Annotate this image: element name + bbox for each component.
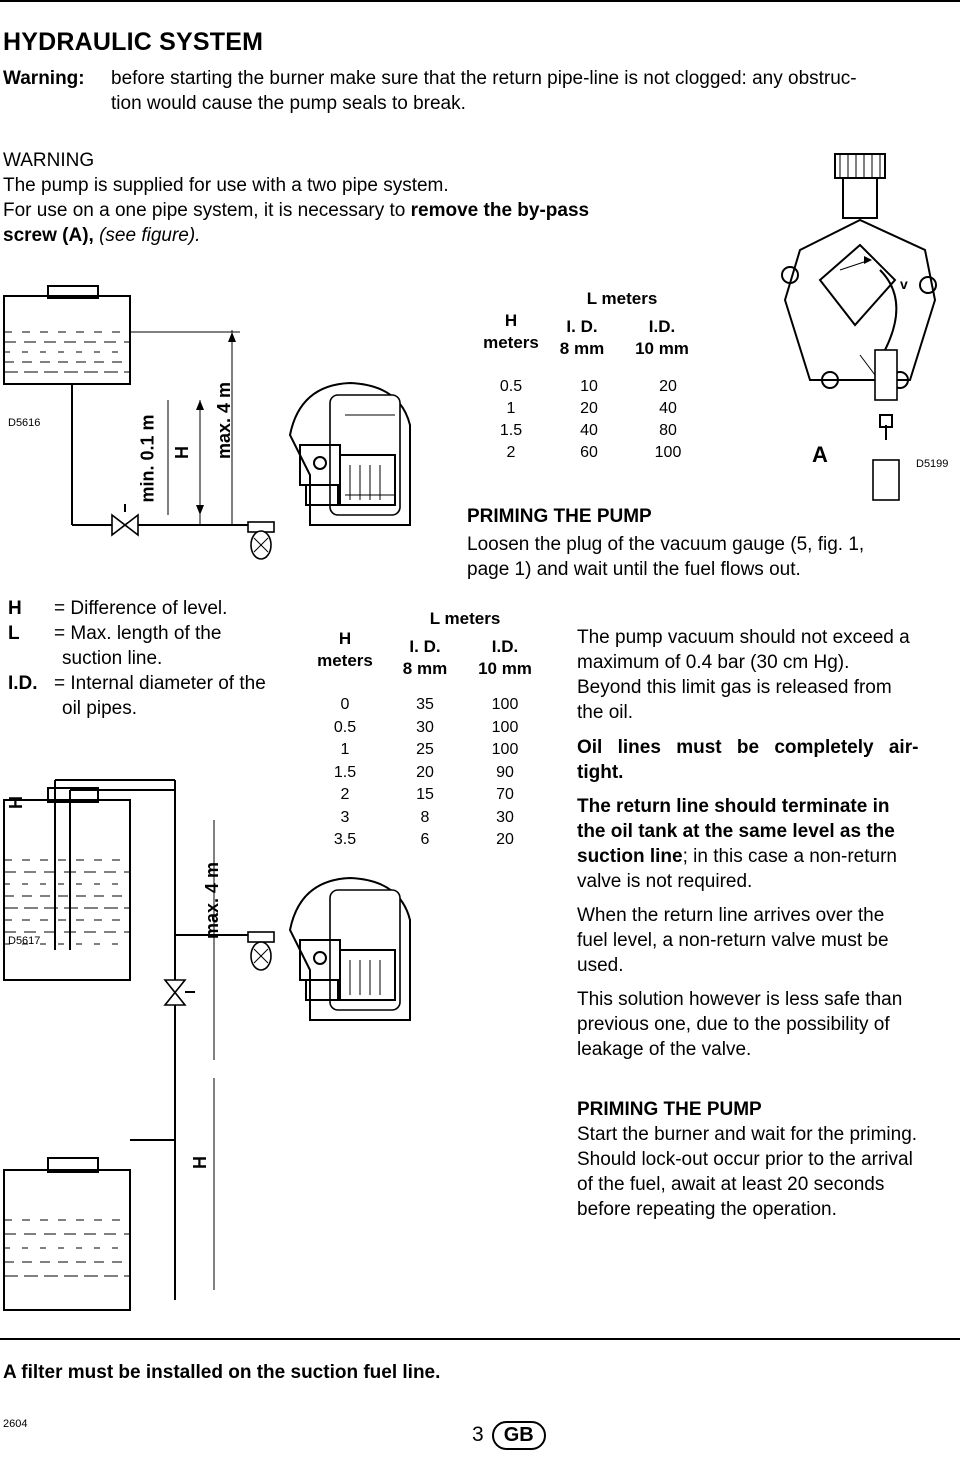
warning-line2 (3, 198, 723, 223)
pump-figure-d5199 (760, 150, 955, 510)
priming2-heading: PRIMING THE PUMP (577, 1099, 762, 1120)
right-p3-l1: The return line should terminate in (577, 796, 890, 817)
warning-line2-b: remove the by-pass (410, 200, 590, 221)
figure-d5616-code: D5616 (8, 417, 41, 429)
right-p5-l3: leakage of the valve. (577, 1039, 752, 1060)
legend-h-key: H (8, 598, 22, 619)
priming2-line1: Start the burner and wait for the priming. (577, 1124, 918, 1145)
legend-l (8, 621, 288, 646)
legend-h (8, 596, 288, 621)
table2-col2-header: I.D. 10 mm (478, 637, 532, 678)
table1-body (480, 376, 700, 464)
right-p3-l3b: ; in this case a non-return (682, 846, 897, 867)
footer-code: 2604 (3, 1418, 28, 1430)
right-p1-l4: the oil. (577, 702, 633, 723)
table-row: 2 60 100 (506, 444, 682, 461)
page-title: HYDRAULIC SYSTEM (3, 28, 264, 56)
figure-d5616-h-label: H (172, 446, 192, 459)
legend-h-text: = Difference of level. (54, 598, 228, 619)
warning-text (111, 66, 957, 116)
table-row: 0.5 30 100 (333, 718, 519, 736)
priming1-line2: page 1) and wait until the fuel flows out. (467, 559, 801, 580)
figure-d5616-min-label: min. 0.1 m (137, 414, 158, 503)
right-p2-l1: Oil lines must be completely air- (577, 737, 919, 758)
table1-h-header: H meters (483, 311, 539, 352)
priming2-line2: Should lock-out occur prior to the arrival (577, 1149, 913, 1170)
right-p3 (577, 794, 957, 894)
language-badge: GB (492, 1421, 546, 1450)
warning-line2-a: For use on a one pipe system, it is necessary to (3, 200, 411, 221)
table1-col2-header: I.D. 10 mm (635, 317, 689, 358)
legend-l-text2: suction line. (62, 648, 163, 669)
table-row: 3 8 30 (340, 808, 514, 826)
right-p5 (577, 987, 957, 1062)
right-p5-l1: This solution however is less safe than (577, 989, 903, 1010)
legend-id (8, 671, 288, 696)
burner-drawing-2 (270, 870, 440, 1040)
figure-d5617-h2-label: H (190, 1156, 210, 1169)
right-p1-l2: maximum of 0.4 bar (30 cm Hg). (577, 652, 850, 673)
warning-two-pipe (3, 148, 723, 248)
table1-l-header: L meters I. D. 8 mm I.D. 10 mm (542, 288, 702, 360)
table-row: 1.5 20 90 (333, 763, 514, 781)
table-row: 1 25 100 (340, 741, 519, 758)
priming1-line1: Loosen the plug of the vacuum gauge (5, fig. 1, (467, 534, 865, 555)
priming-pump-section-2 (577, 1097, 957, 1222)
table2-header (305, 608, 545, 680)
priming1-heading: PRIMING THE PUMP (467, 506, 652, 527)
right-p1 (577, 625, 957, 725)
pump-figure-v-label: v (900, 276, 908, 292)
warning-line3-a: screw (A), (3, 225, 94, 246)
legend-id-text: = Internal diameter of the (54, 673, 266, 694)
warning-line3 (3, 223, 723, 248)
table-row: 2 15 70 (340, 786, 514, 803)
table2-l-header: L meters I. D. 8 mm I.D. 10 mm (385, 608, 545, 680)
burner-drawing-1 (270, 375, 440, 545)
warning-text-line2: tion would cause the pump seals to break. (111, 93, 466, 114)
footer-page (472, 1421, 546, 1450)
table1 (480, 288, 702, 464)
right-p4-l1: When the return line arrives over the (577, 905, 885, 926)
figure-d5616-max-label: max. 4 m (214, 381, 235, 460)
warning-text-line1: before starting the burner make sure that the return pipe-line is not clogged: any obstruc- (111, 68, 857, 89)
legend-l-text: = Max. length of the (54, 623, 222, 644)
right-p3-l3a: suction line (577, 846, 683, 867)
priming2-line4: before repeating the operation. (577, 1199, 837, 1220)
table2-col1-header: I. D. 8 mm (402, 637, 448, 678)
warning-line3-b: (see figure). (93, 225, 201, 246)
warning-heading: WARNING (3, 150, 95, 171)
legend (8, 596, 288, 721)
right-p3-l4: valve is not required. (577, 871, 753, 892)
right-p4-l2: fuel level, a non-return valve must be (577, 930, 889, 951)
right-p3-l3 (577, 844, 957, 869)
legend-id-text2: oil pipes. (62, 698, 137, 719)
table1-col1-header: I. D. 8 mm (559, 317, 605, 358)
right-p3-l2: the oil tank at the same level as the (577, 821, 895, 842)
figure-d5617-max-label: max. 4 m (202, 861, 223, 940)
right-p2 (577, 735, 957, 785)
page-number: 3 (472, 1423, 484, 1446)
priming2-line3: of the fuel, await at least 20 seconds (577, 1174, 885, 1195)
right-column-text (577, 625, 957, 1062)
priming-pump-section-1 (467, 504, 957, 582)
bottom-rule (0, 1338, 960, 1340)
filter-note: A filter must be installed on the suction fuel line. (3, 1362, 441, 1383)
figure-d5617-h-label: H (6, 796, 26, 809)
right-p1-l3: Beyond this limit gas is released from (577, 677, 892, 698)
table2 (305, 608, 545, 852)
table-row: 1.5 40 80 (499, 422, 677, 439)
table2-h-header: H meters (317, 629, 373, 670)
legend-l-key: L (8, 623, 20, 644)
table-row: 0 35 100 (340, 696, 519, 713)
table1-header (480, 288, 702, 360)
warning-line1: The pump is supplied for use with a two pipe system. (3, 175, 449, 196)
legend-id-key: I.D. (8, 673, 38, 694)
pump-figure-code: D5199 (916, 458, 949, 470)
table2-body (305, 694, 545, 852)
warning-label: Warning: (3, 68, 85, 89)
right-p4 (577, 903, 957, 978)
pump-figure-a-label: A (812, 442, 828, 467)
right-p5-l2: previous one, due to the possibility of (577, 1014, 890, 1035)
table-row: 1 20 40 (506, 400, 677, 417)
table-row: 0.5 10 20 (499, 378, 677, 395)
table-row: 3.5 6 20 (333, 831, 514, 848)
right-p1-l1: The pump vacuum should not exceed a (577, 627, 910, 648)
top-rule (0, 0, 960, 2)
figure-d5617 (0, 760, 300, 1320)
right-p2-l2: tight. (577, 762, 624, 783)
right-p4-l3: used. (577, 955, 624, 976)
figure-d5617-code: D5617 (8, 935, 41, 947)
